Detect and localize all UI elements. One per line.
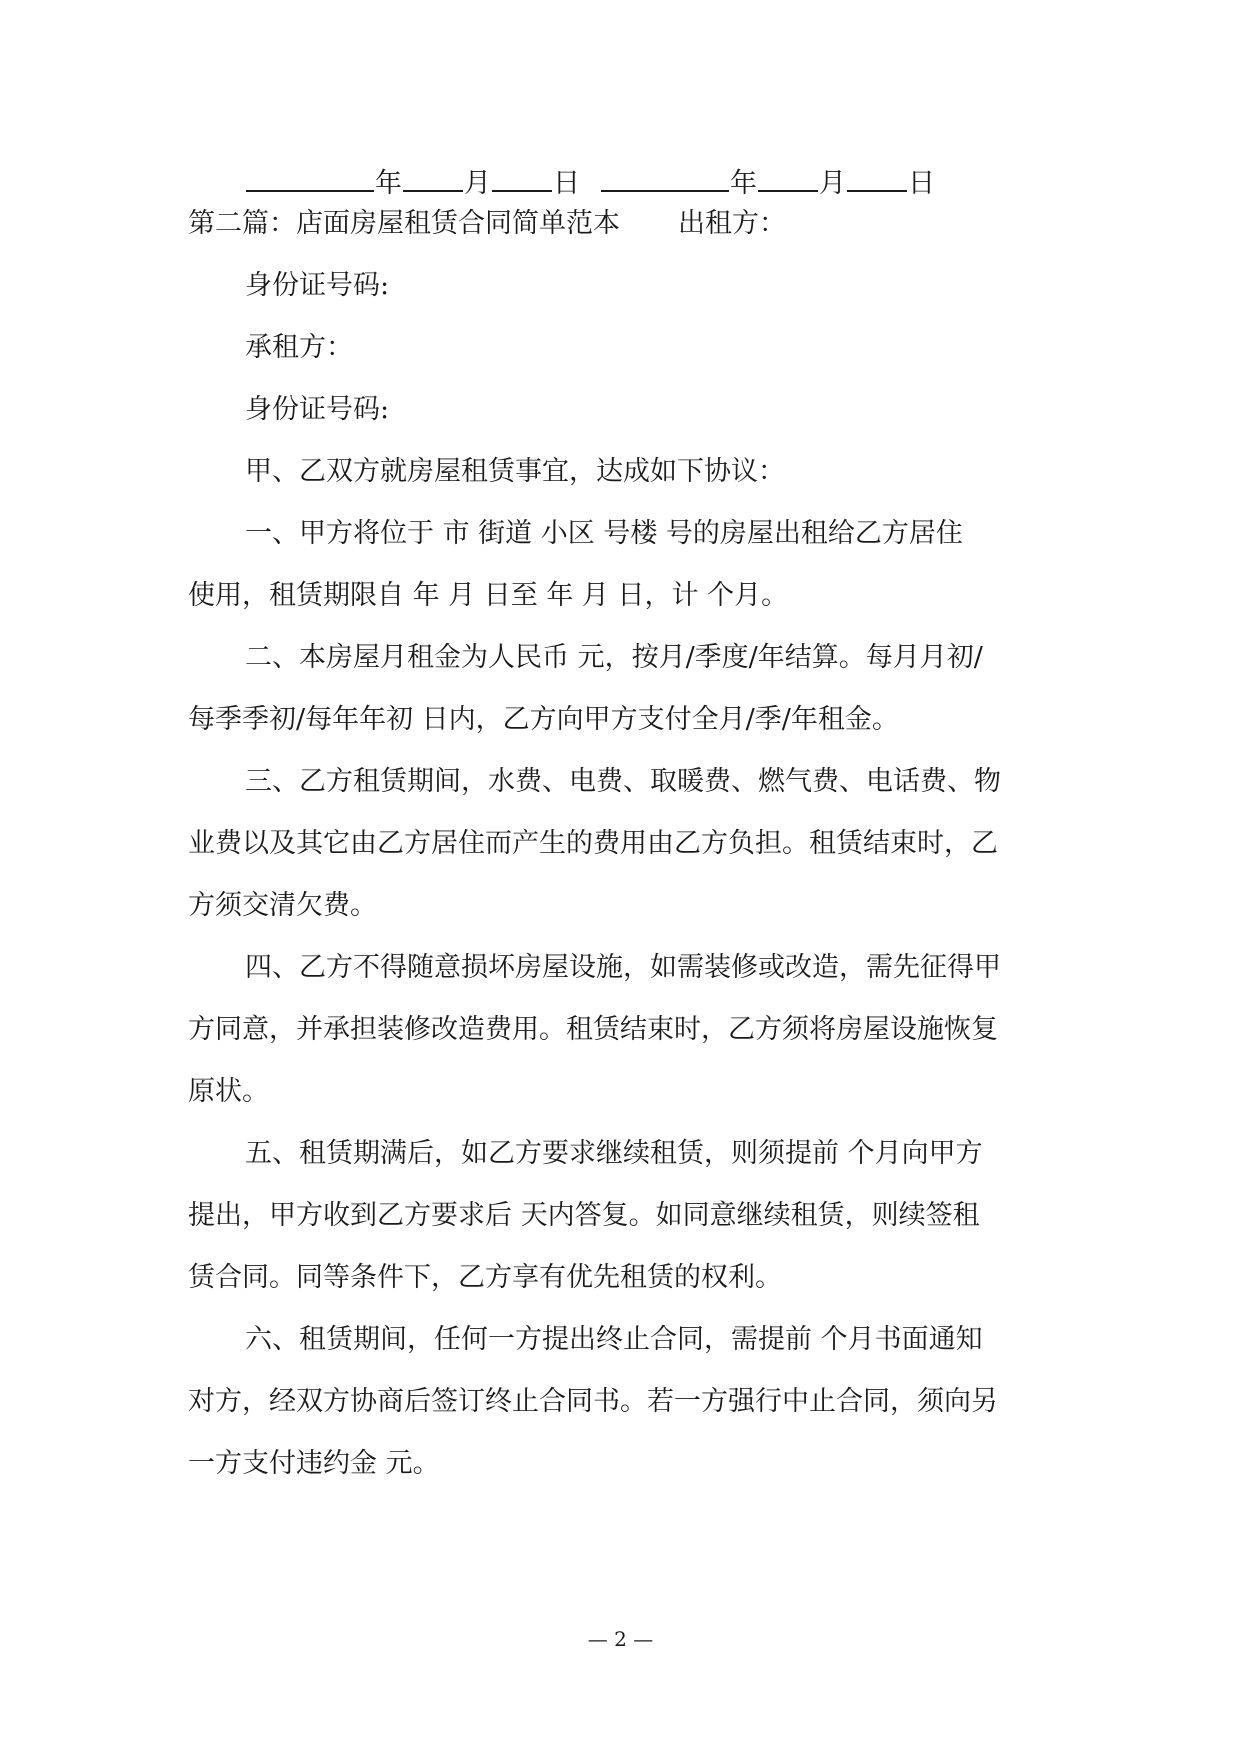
month-blank-1: [403, 164, 463, 192]
clause-2-line-1: 二、本房屋月租金为人民币 元，按月/季度/年结算。每月月初/: [245, 642, 983, 673]
year-blank-1: [246, 164, 374, 192]
heading-line: [188, 207, 786, 241]
lessor-id-label: 身份证号码:: [245, 270, 390, 301]
clause-4-line-3: 原状。: [188, 1076, 269, 1107]
day-blank-2: [847, 164, 907, 192]
clause-4-line-1: 四、乙方不得随意损坏房屋设施，如需装修或改造，需先征得甲: [245, 952, 1001, 983]
clause-1-line-1: 一、甲方将位于 市 街道 小区 号楼 号的房屋出租给乙方居住: [245, 518, 963, 549]
year-label-2: 年: [730, 168, 757, 199]
lessee-label: 承租方：: [245, 332, 353, 363]
month-label-1: 月: [464, 168, 491, 199]
day-blank-1: [492, 164, 552, 192]
clause-1-line-2: 使用，租赁期限自 年 月 日至 年 月 日，计 个月。: [188, 580, 789, 611]
page-number: — 2 —: [587, 1627, 654, 1651]
clause-3-line-3: 方须交清欠费。: [188, 890, 377, 921]
clause-4-line-2: 方同意，并承担装修改造费用。租赁结束时，乙方须将房屋设施恢复: [188, 1014, 998, 1045]
document-title: 第二篇：店面房屋租赁合同简单范本: [188, 208, 620, 239]
agreement-intro: 甲、乙双方就房屋租赁事宜，达成如下协议：: [245, 456, 785, 487]
clause-6-line-3: 一方支付违约金 元。: [188, 1448, 440, 1479]
month-label-2: 月: [819, 168, 846, 199]
clause-6-line-1: 六、租赁期间，任何一方提出终止合同，需提前 个月书面通知: [245, 1324, 983, 1355]
year-blank-2: [601, 164, 729, 192]
lessor-label: 出租方：: [678, 208, 786, 239]
year-label-1: 年: [375, 168, 402, 199]
day-label-2: 日: [908, 168, 935, 199]
day-label-1: 日: [553, 168, 580, 199]
clause-2-line-2: 每季季初/每年年初 日内，乙方向甲方支付全月/季/年租金。: [188, 704, 899, 735]
clause-5-line-2: 提出，甲方收到乙方要求后 天内答复。如同意继续租赁，则续签租: [188, 1200, 980, 1231]
clause-3-line-1: 三、乙方租赁期间，水费、电费、取暖费、燃气费、电话费、物: [245, 766, 1001, 797]
signature-date-row: [245, 164, 935, 201]
clause-5-line-1: 五、租赁期满后，如乙方要求继续租赁，则须提前 个月向甲方: [245, 1138, 983, 1169]
clause-6-line-2: 对方，经双方协商后签订终止合同书。若一方强行中止合同，须向另: [188, 1386, 998, 1417]
lessee-id-label: 身份证号码:: [245, 394, 390, 425]
clause-5-line-3: 赁合同。同等条件下，乙方享有优先租赁的权利。: [188, 1262, 782, 1293]
clause-3-line-2: 业费以及其它由乙方居住而产生的费用由乙方负担。租赁结束时，乙: [188, 828, 998, 859]
month-blank-2: [758, 164, 818, 192]
